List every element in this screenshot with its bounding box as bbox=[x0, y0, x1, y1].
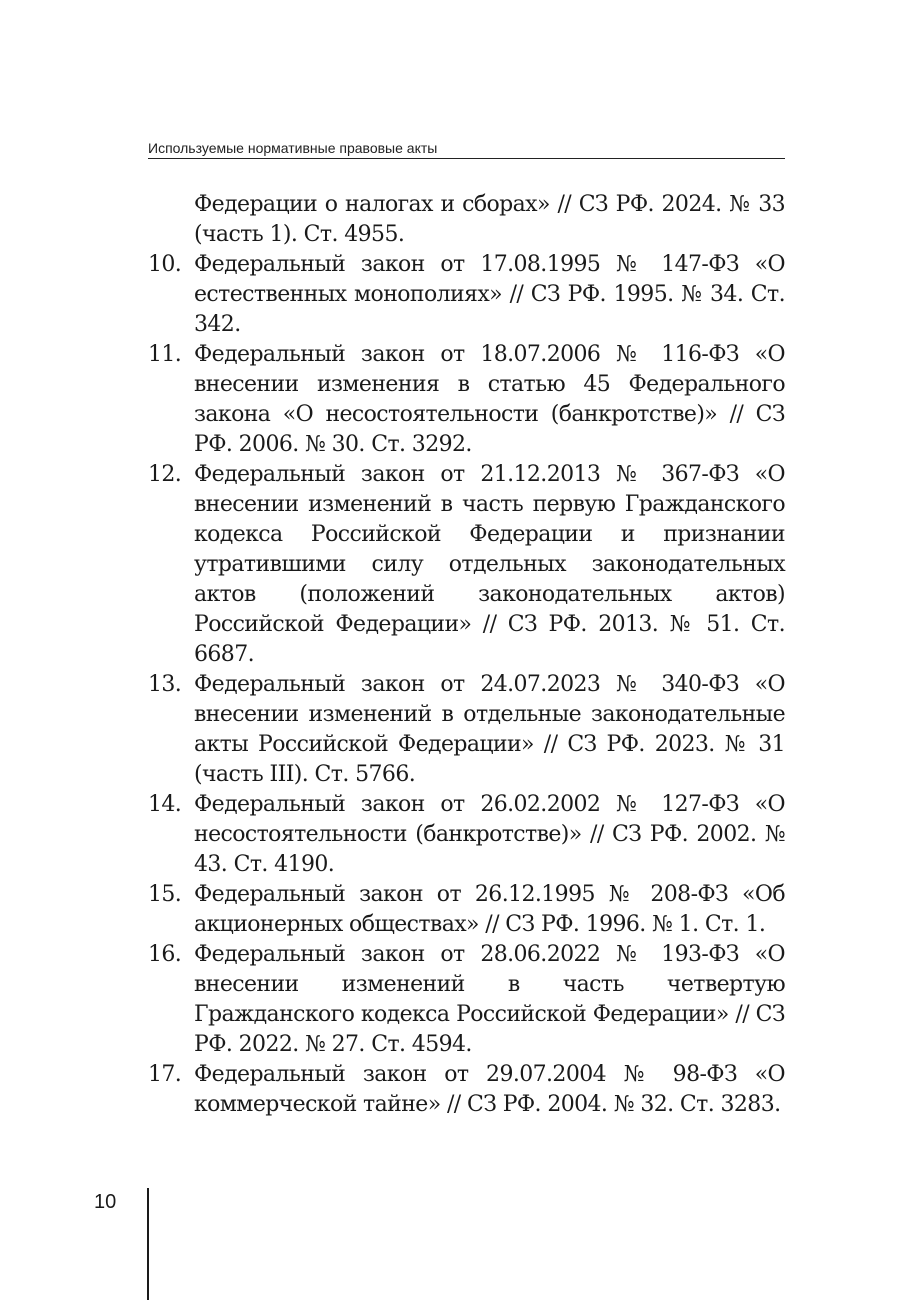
item-number: 13. bbox=[148, 672, 182, 697]
list-item bbox=[148, 1060, 785, 1120]
item-number: 14. bbox=[148, 792, 182, 817]
list-item bbox=[148, 250, 785, 340]
continuation-text: Федерации о налогах и сборах» // СЗ РФ. 2024. № 33 (часть 1). Ст. 4955. bbox=[194, 192, 785, 247]
item-number: 11. bbox=[148, 342, 182, 367]
item-number: 17. bbox=[148, 1062, 182, 1087]
item-text: Федеральный закон от 24.07.2023 № 340-ФЗ «О внесении изменений в отдельные законодательные акты Российской Федерации» // СЗ РФ. 2023. № 31 (часть III). Ст. 5766. bbox=[194, 672, 785, 787]
list-item bbox=[148, 790, 785, 880]
running-header: Используемые нормативные правовые акты bbox=[148, 140, 785, 159]
list-item bbox=[148, 670, 785, 790]
list-item bbox=[148, 340, 785, 460]
item-text: Федеральный закон от 29.07.2004 № 98-ФЗ «О коммерческой тайне» // СЗ РФ. 2004. № 32. Ст. 3283. bbox=[194, 1062, 785, 1117]
list-item bbox=[148, 880, 785, 940]
page-number: 10 bbox=[94, 1191, 117, 1213]
item-number: 16. bbox=[148, 942, 182, 967]
item-text: Федеральный закон от 21.12.2013 № 367-ФЗ «О внесении изменений в часть первую Гражданского кодекса Российской Федерации и признании утратившими силу отдельных законодательных актов (положений законодательных актов) Российской Федерации» // СЗ РФ. 2013. № 51. Ст. 6687. bbox=[194, 462, 785, 667]
page-number-rule bbox=[147, 1188, 149, 1300]
item-number: 12. bbox=[148, 462, 182, 487]
item-text: Федеральный закон от 26.12.1995 № 208-ФЗ «Об акционерных обществах» // СЗ РФ. 1996. № 1. Ст. 1. bbox=[194, 882, 785, 937]
item-text: Федеральный закон от 18.07.2006 № 116-ФЗ «О внесении изменения в статью 45 Федерального закона «О несостоятельности (банкротстве)» // СЗ РФ. 2006. № 30. Ст. 3292. bbox=[194, 342, 785, 457]
item-text: Федеральный закон от 28.06.2022 № 193-ФЗ «О внесении изменений в часть четвертую Гражданского кодекса Российской Федерации» // СЗ РФ. 2022. № 27. Ст. 4594. bbox=[194, 942, 785, 1057]
item-text: Федеральный закон от 26.02.2002 № 127-ФЗ «О несостоятельности (банкротстве)» // СЗ РФ. 2002. № 43. Ст. 4190. bbox=[194, 792, 785, 877]
list-item bbox=[148, 460, 785, 670]
item-number: 10. bbox=[148, 252, 182, 277]
item-text: Федеральный закон от 17.08.1995 № 147-ФЗ «О естественных монополиях» // СЗ РФ. 1995. № 34. Ст. 342. bbox=[194, 252, 785, 337]
list-item bbox=[148, 940, 785, 1060]
item-number: 15. bbox=[148, 882, 182, 907]
reference-list bbox=[148, 190, 785, 1120]
